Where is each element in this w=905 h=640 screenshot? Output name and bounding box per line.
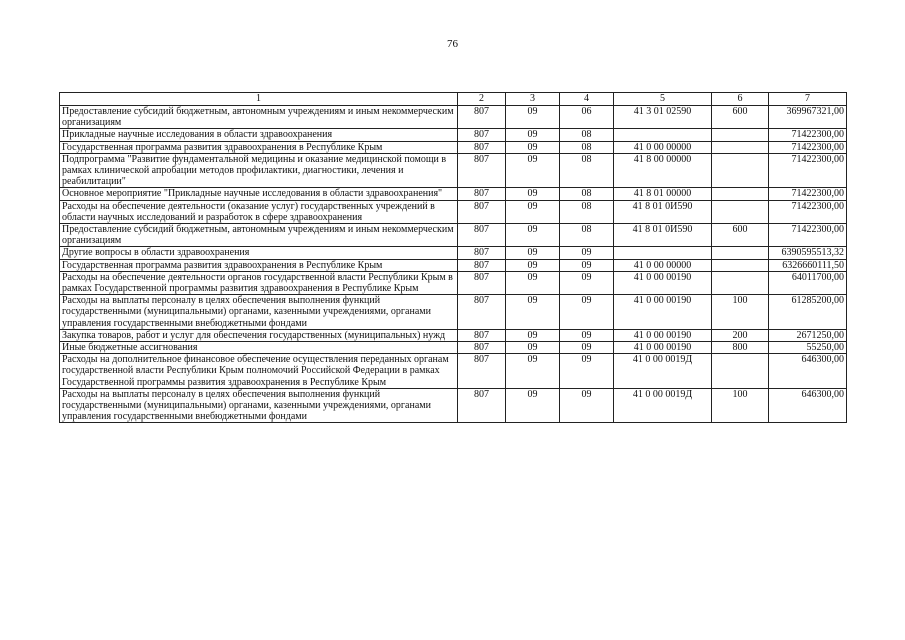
column-header-4: 4 (560, 93, 614, 106)
section-cell: 09 (506, 388, 560, 423)
section-cell: 09 (506, 295, 560, 330)
expense-type-cell: 600 (712, 224, 769, 247)
section-cell: 09 (506, 153, 560, 188)
expense-type-cell (712, 200, 769, 223)
expense-type-cell (712, 153, 769, 188)
amount-cell: 55250,00 (769, 342, 847, 354)
amount-cell: 6326660111,50 (769, 259, 847, 271)
name-cell: Предоставление субсидий бюджетным, автономным учреждениям и иным некоммерческим организациям (60, 106, 458, 129)
expense-type-cell (712, 188, 769, 200)
name-cell: Расходы на выплаты персоналу в целях обеспечения выполнения функций государственными (муниципальными) органами, казенными учреждениями, органами управления государственными внебюджетными фондами (60, 388, 458, 423)
table-row (60, 106, 847, 129)
column-header-6: 6 (712, 93, 769, 106)
name-cell: Подпрограмма "Развитие фундаментальной медицины и оказание медицинской помощи в рамках клинической апробации методов профилактики, диагностики, лечения и реабилитации" (60, 153, 458, 188)
ministry-code-cell: 807 (458, 106, 506, 129)
name-cell: Предоставление субсидий бюджетным, автономным учреждениям и иным некоммерческим организациям (60, 224, 458, 247)
ministry-code-cell: 807 (458, 224, 506, 247)
amount-cell: 369967321,00 (769, 106, 847, 129)
table-row (60, 247, 847, 259)
target-article-cell (614, 247, 712, 259)
amount-cell: 61285200,00 (769, 295, 847, 330)
amount-cell: 71422300,00 (769, 153, 847, 188)
name-cell: Расходы на выплаты персоналу в целях обеспечения выполнения функций государственными (муниципальными) органами, казенными учреждениями, органами управления государственными внебюджетными фондами (60, 295, 458, 330)
subsection-cell: 08 (560, 129, 614, 141)
subsection-cell: 09 (560, 247, 614, 259)
ministry-code-cell: 807 (458, 200, 506, 223)
amount-cell: 646300,00 (769, 354, 847, 389)
amount-cell: 71422300,00 (769, 188, 847, 200)
target-article-cell: 41 0 00 00190 (614, 329, 712, 341)
ministry-code-cell: 807 (458, 388, 506, 423)
ministry-code-cell: 807 (458, 141, 506, 153)
ministry-code-cell: 807 (458, 354, 506, 389)
target-article-cell: 41 8 01 00000 (614, 188, 712, 200)
subsection-cell: 09 (560, 271, 614, 294)
amount-cell: 71422300,00 (769, 224, 847, 247)
target-article-cell: 41 0 00 00000 (614, 259, 712, 271)
section-cell: 09 (506, 224, 560, 247)
table-row (60, 271, 847, 294)
subsection-cell: 09 (560, 354, 614, 389)
expense-type-cell (712, 247, 769, 259)
table-row (60, 354, 847, 389)
name-cell: Другие вопросы в области здравоохранения (60, 247, 458, 259)
table-body (60, 106, 847, 423)
target-article-cell (614, 129, 712, 141)
name-cell: Прикладные научные исследования в области здравоохранения (60, 129, 458, 141)
target-article-cell: 41 0 00 0019Д (614, 388, 712, 423)
subsection-cell: 09 (560, 259, 614, 271)
amount-cell: 64011700,00 (769, 271, 847, 294)
ministry-code-cell: 807 (458, 129, 506, 141)
ministry-code-cell: 807 (458, 188, 506, 200)
subsection-cell: 08 (560, 141, 614, 153)
name-cell: Иные бюджетные ассигнования (60, 342, 458, 354)
expense-type-cell: 600 (712, 106, 769, 129)
target-article-cell: 41 8 01 0И590 (614, 224, 712, 247)
table-row (60, 342, 847, 354)
ministry-code-cell: 807 (458, 342, 506, 354)
section-cell: 09 (506, 354, 560, 389)
table-row (60, 259, 847, 271)
amount-cell: 646300,00 (769, 388, 847, 423)
table-row (60, 141, 847, 153)
name-cell: Расходы на обеспечение деятельности (оказание услуг) государственных учреждений в области научных исследований и разработок в сфере здравоохранения (60, 200, 458, 223)
section-cell: 09 (506, 342, 560, 354)
ministry-code-cell: 807 (458, 153, 506, 188)
table-row (60, 129, 847, 141)
expense-type-cell: 200 (712, 329, 769, 341)
table-row (60, 329, 847, 341)
amount-cell: 2671250,00 (769, 329, 847, 341)
subsection-cell: 08 (560, 153, 614, 188)
ministry-code-cell: 807 (458, 259, 506, 271)
section-cell: 09 (506, 200, 560, 223)
table-row (60, 224, 847, 247)
subsection-cell: 08 (560, 188, 614, 200)
table-row (60, 200, 847, 223)
table-row (60, 295, 847, 330)
name-cell: Расходы на дополнительное финансовое обеспечение осуществления переданных органам государственной власти Республики Крым полномочий Российской Федерации в рамках Государственной программы развития здравоохранения в Республике Крым (60, 354, 458, 389)
expense-type-cell (712, 129, 769, 141)
subsection-cell: 08 (560, 224, 614, 247)
amount-cell: 6390595513,32 (769, 247, 847, 259)
ministry-code-cell: 807 (458, 295, 506, 330)
ministry-code-cell: 807 (458, 271, 506, 294)
section-cell: 09 (506, 188, 560, 200)
amount-cell: 71422300,00 (769, 141, 847, 153)
column-header-7: 7 (769, 93, 847, 106)
subsection-cell: 09 (560, 329, 614, 341)
section-cell: 09 (506, 129, 560, 141)
amount-cell: 71422300,00 (769, 129, 847, 141)
section-cell: 09 (506, 106, 560, 129)
section-cell: 09 (506, 271, 560, 294)
target-article-cell: 41 0 00 00190 (614, 342, 712, 354)
target-article-cell: 41 0 00 0019Д (614, 354, 712, 389)
ministry-code-cell: 807 (458, 247, 506, 259)
column-header-1: 1 (60, 93, 458, 106)
column-header-3: 3 (506, 93, 560, 106)
column-header-5: 5 (614, 93, 712, 106)
column-header-2: 2 (458, 93, 506, 106)
expense-type-cell (712, 259, 769, 271)
section-cell: 09 (506, 141, 560, 153)
section-cell: 09 (506, 259, 560, 271)
expense-type-cell: 800 (712, 342, 769, 354)
table-row (60, 388, 847, 423)
section-cell: 09 (506, 247, 560, 259)
subsection-cell: 09 (560, 388, 614, 423)
target-article-cell: 41 0 00 00190 (614, 271, 712, 294)
ministry-code-cell: 807 (458, 329, 506, 341)
name-cell: Государственная программа развития здравоохранения в Республике Крым (60, 141, 458, 153)
expense-type-cell: 100 (712, 388, 769, 423)
subsection-cell: 06 (560, 106, 614, 129)
table-row (60, 188, 847, 200)
expense-type-cell (712, 141, 769, 153)
target-article-cell: 41 8 00 00000 (614, 153, 712, 188)
expense-type-cell (712, 271, 769, 294)
subsection-cell: 09 (560, 342, 614, 354)
subsection-cell: 09 (560, 295, 614, 330)
budget-table (59, 92, 847, 423)
target-article-cell: 41 8 01 0И590 (614, 200, 712, 223)
expense-type-cell: 100 (712, 295, 769, 330)
subsection-cell: 08 (560, 200, 614, 223)
amount-cell: 71422300,00 (769, 200, 847, 223)
table-header-row (60, 93, 847, 106)
name-cell: Государственная программа развития здравоохранения в Республике Крым (60, 259, 458, 271)
page-number: 76 (447, 38, 458, 50)
target-article-cell: 41 3 01 02590 (614, 106, 712, 129)
name-cell: Закупка товаров, работ и услуг для обеспечения государственных (муниципальных) нужд (60, 329, 458, 341)
table-row (60, 153, 847, 188)
name-cell: Основное мероприятие "Прикладные научные исследования в области здравоохранения" (60, 188, 458, 200)
expense-type-cell (712, 354, 769, 389)
target-article-cell: 41 0 00 00190 (614, 295, 712, 330)
target-article-cell: 41 0 00 00000 (614, 141, 712, 153)
name-cell: Расходы на обеспечение деятельности органов государственной власти Республики Крым в рамках Государственной программы развития здравоохранения в Республике Крым (60, 271, 458, 294)
section-cell: 09 (506, 329, 560, 341)
